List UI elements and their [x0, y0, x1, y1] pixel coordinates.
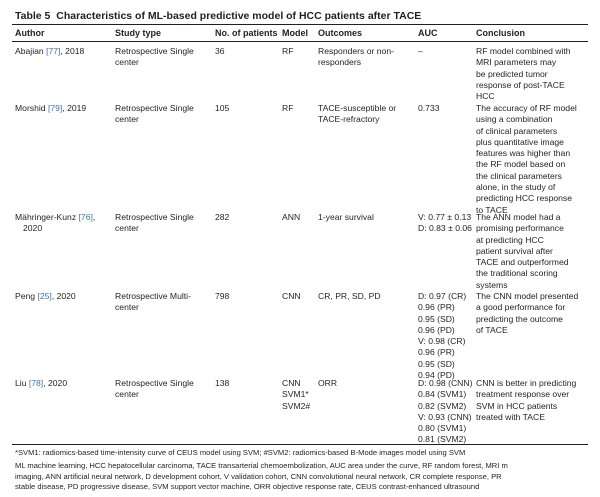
- conclusion-line: response of post-TACE: [476, 79, 565, 90]
- model-line: SVM1*: [282, 389, 309, 400]
- auc-line: 0.96 (PR): [418, 347, 455, 358]
- footnote-line: *SVM1: radiomics-based time-intensity curve of CEUS model using SVM; #SVM2: radiomics-based B-Mode images model using SVM: [15, 448, 466, 457]
- header-outcomes: Outcomes: [318, 28, 363, 38]
- cell-study-type: [115, 212, 215, 235]
- cell-model: [282, 291, 317, 302]
- auc-line: 0.84 (SVM1): [418, 389, 467, 400]
- author-line: Mähringer-Kunz [76],: [15, 212, 96, 222]
- conclusion-line: at predicting HCC: [476, 234, 544, 245]
- model-line: RF: [282, 103, 294, 113]
- conclusion-line: predicting the outcome: [476, 313, 563, 324]
- cell-study-type: [115, 103, 215, 126]
- conclusion-line: to TACE: [476, 204, 508, 215]
- study-type-line: center: [115, 57, 139, 68]
- conclusion-line: the traditional scoring: [476, 268, 558, 279]
- conclusion-line: features was higher than: [476, 148, 571, 159]
- cell-outcomes: [318, 46, 413, 69]
- table-title: Characteristics of ML-based predictive model of HCC patients after TACE: [56, 10, 422, 22]
- conclusion-line: predicting HCC response: [476, 193, 573, 204]
- header-no-of-patients: No. of patients: [215, 28, 278, 38]
- auc-line: 0.96 (PD): [418, 324, 455, 335]
- footnote-line: ML machine learning, HCC hepatocellular carcinoma, TACE transarterial chemoembolization, AUC area under the curve, RF random forest, MRI m: [15, 461, 508, 470]
- outcomes-line: responders: [318, 57, 361, 68]
- reference-link[interactable]: [77]: [46, 46, 61, 56]
- cell-study-type: [115, 46, 215, 69]
- model-line: ANN: [282, 212, 301, 222]
- author-line: 2020: [23, 223, 43, 234]
- model-line: RF: [282, 46, 294, 56]
- table-footnote-models: [15, 448, 587, 459]
- study-type-line: center: [115, 302, 139, 313]
- cell-patients: 282: [215, 212, 230, 222]
- cell-author: [15, 291, 110, 302]
- auc-line: 0.81 (SVM2): [418, 434, 467, 445]
- cell-study-type: [115, 291, 215, 314]
- cell-study-type: [115, 378, 215, 401]
- header-auc: AUC: [418, 28, 438, 38]
- author-line: Peng [25], 2020: [15, 291, 76, 301]
- model-line: CNN: [282, 378, 301, 388]
- cell-patients: 105: [215, 103, 230, 113]
- study-type-line: Retrospective Single: [115, 212, 194, 222]
- reference-link[interactable]: [79]: [47, 103, 63, 113]
- reference-link[interactable]: [78]: [28, 378, 44, 388]
- footnote-line: imaging, ANN artificial neural network, D development cohort, V validation cohort, CNN convolutional neural network, CR complete response, PR: [15, 471, 502, 481]
- cell-outcomes: [318, 378, 413, 389]
- cell-conclusion: [476, 291, 588, 336]
- conclusion-line: of clinical parameters: [476, 125, 558, 136]
- cell-auc: [418, 212, 480, 235]
- cell-auc: [418, 378, 480, 446]
- auc-line: D: 0.97 (CR): [418, 291, 467, 301]
- cell-outcomes: [318, 212, 413, 223]
- auc-line: D: 0.83 ± 0.06: [418, 223, 472, 234]
- outcomes-line: TACE-susceptible or: [318, 103, 397, 113]
- conclusion-line: plus quantitative image: [476, 136, 564, 147]
- auc-line: 0.96 (PR): [418, 302, 455, 313]
- reference-link[interactable]: [76]: [78, 212, 93, 222]
- study-type-line: Retrospective Single: [115, 378, 194, 388]
- cell-auc: [418, 46, 480, 57]
- conclusion-line: The CNN model presented: [476, 291, 579, 301]
- author-line: Morshid [79], 2019: [15, 103, 87, 113]
- conclusion-line: TACE and outperformed: [476, 257, 569, 268]
- table-caption: [15, 6, 421, 26]
- outcomes-line: TACE-refractory: [318, 114, 380, 125]
- reference-link[interactable]: [25]: [37, 291, 52, 301]
- study-type-line: Retrospective Single: [115, 103, 194, 113]
- conclusion-line: be predicted tumor: [476, 68, 548, 79]
- auc-line: 0.82 (SVM2): [418, 400, 467, 411]
- conclusion-line: treated with TACE: [476, 411, 545, 422]
- model-line: SVM2#: [282, 400, 311, 411]
- conclusion-line: treatment response over: [476, 389, 570, 400]
- cell-author: [15, 378, 110, 389]
- conclusion-line: RF model combined with: [476, 46, 571, 56]
- footnote-line: stable disease, PD progressive disease, SVM support vector machine, ORR objective response rate, CEUS contrast-enhanced ultrasound: [15, 482, 480, 492]
- study-type-line: center: [115, 223, 139, 234]
- study-type-line: center: [115, 114, 139, 125]
- auc-line: D: 0.98 (CNN): [418, 378, 473, 388]
- conclusion-line: The ANN model had a: [476, 212, 561, 222]
- conclusion-line: patient survival after: [476, 245, 553, 256]
- table-top-rule: [12, 24, 588, 25]
- outcomes-line: Responders or non-: [318, 46, 394, 56]
- model-line: CNN: [282, 291, 301, 301]
- outcomes-line: ORR: [318, 378, 338, 388]
- conclusion-line: SVM in HCC patients: [476, 400, 558, 411]
- conclusion-line: of TACE: [476, 324, 508, 335]
- cell-model: [282, 103, 317, 114]
- cell-auc: [418, 291, 480, 381]
- conclusion-line: using a combination: [476, 114, 553, 125]
- cell-conclusion: [476, 378, 588, 423]
- header-study-type: Study type: [115, 28, 162, 38]
- conclusion-line: The accuracy of RF model: [476, 103, 577, 113]
- header-author: Author: [15, 28, 45, 38]
- conclusion-line: the RF model based on: [476, 159, 566, 170]
- auc-line: 0.80 (SVM1): [418, 423, 467, 434]
- auc-line: 0.733: [418, 103, 440, 113]
- table-bottom-rule: [12, 444, 588, 445]
- study-type-line: Retrospective Single: [115, 46, 194, 56]
- table-footnote-abbreviations: [15, 461, 587, 493]
- cell-patients: 798: [215, 291, 230, 301]
- conclusion-line: systems: [476, 279, 508, 290]
- auc-line: 0.94 (PD): [418, 370, 455, 381]
- auc-line: 0.95 (SD): [418, 358, 455, 369]
- author-line: Abajian [77], 2018: [15, 46, 85, 56]
- cell-conclusion: [476, 103, 588, 216]
- outcomes-line: 1-year survival: [318, 212, 374, 222]
- author-line: Liu [78], 2020: [15, 378, 68, 388]
- cell-outcomes: [318, 291, 413, 302]
- auc-line: 0.95 (SD): [418, 313, 455, 324]
- cell-patients: 138: [215, 378, 230, 388]
- cell-author: [15, 212, 110, 235]
- outcomes-line: CR, PR, SD, PD: [318, 291, 381, 301]
- conclusion-line: a good performance for: [476, 302, 566, 313]
- header-conclusion: Conclusion: [476, 28, 525, 38]
- conclusion-line: promising performance: [476, 223, 564, 234]
- auc-line: V: 0.98 (CR): [418, 336, 466, 347]
- auc-line: –: [418, 46, 423, 56]
- cell-conclusion: [476, 46, 588, 102]
- cell-model: [282, 212, 317, 223]
- cell-model: [282, 378, 317, 412]
- cell-outcomes: [318, 103, 413, 126]
- auc-line: V: 0.77 ± 0.13: [418, 212, 472, 222]
- conclusion-line: the clinical parameters: [476, 170, 562, 181]
- cell-auc: [418, 103, 480, 114]
- cell-author: [15, 46, 110, 57]
- cell-patients: 36: [215, 46, 225, 56]
- conclusion-line: HCC: [476, 91, 495, 102]
- conclusion-line: MRI parameters may: [476, 57, 557, 68]
- auc-line: V: 0.93 (CNN): [418, 411, 472, 422]
- cell-author: [15, 103, 110, 114]
- conclusion-line: CNN is better in predicting: [476, 378, 577, 388]
- study-type-line: center: [115, 389, 139, 400]
- header-model: Model: [282, 28, 308, 38]
- table-header-rule: [12, 41, 588, 42]
- cell-conclusion: [476, 212, 588, 291]
- table-label: Table 5: [15, 10, 51, 22]
- study-type-line: Retrospective Multi-: [115, 291, 191, 301]
- conclusion-line: alone, in the study of: [476, 182, 556, 193]
- cell-model: [282, 46, 317, 57]
